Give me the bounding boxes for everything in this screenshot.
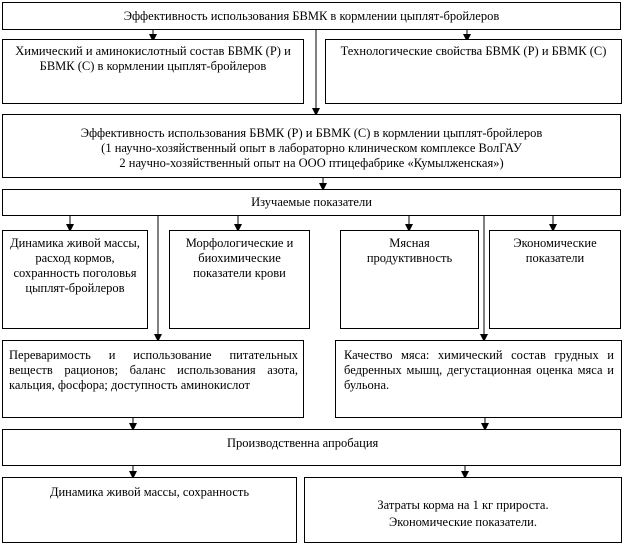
experiments-line-2: (1 научно-хозяйственный опыт в лабораторно клиническом комплексе ВолГАУ [101,140,522,155]
digestibility-box [2,340,304,418]
indicator-meat-box [340,230,479,329]
bottom-dynamics-box [2,477,297,543]
experiments-line-3: 2 научно-хозяйственный опыт на ООО птицефабрике «Кумылженская») [119,155,504,170]
indicator-economics-box [489,230,621,329]
technology-text: Технологические свойства БВМК (Р) и БВМК (С) [340,44,607,58]
title-text: Эффективность использования БВМК в кормлении цыплят-бройлеров [123,8,500,23]
indicator-dynamics-box [2,230,148,329]
technology-box [325,39,622,104]
bottom-dynamics-text: Динамика живой массы, сохранность [49,485,250,499]
meat-quality-box [335,340,622,418]
indicator-economics-text: Экономические показатели [513,236,597,265]
production-box [2,429,621,466]
production-text: Производственна апробация [227,436,379,450]
indicators-text: Изучаемые показатели [251,195,372,209]
experiments-box [2,114,621,178]
composition-box [2,39,304,104]
digestibility-text: Переваримость и использование питательных веществ рационов; баланс использования азота, кальция, фосфора; доступность аминокислот [9,348,298,392]
composition-text: Химический и аминокислотный состав БВМК (Р) и БВМК (С) в кормлении цыплят-бройлеров [15,44,291,73]
bottom-costs-line-1: Затраты корма на 1 кг прироста. [377,497,549,512]
indicator-meat-text: Мясная продуктивность [366,236,453,265]
meat-quality-text: Качество мяса: химический состав грудных и бедренных мышц, дегустационная оценка мяса и бульона. [344,348,614,392]
indicator-blood-box [169,230,310,329]
indicator-dynamics-text: Динамика живой массы, расход кормов, сохранность поголовья цыплят-бройлеров [10,236,140,295]
indicators-box [2,189,621,216]
bottom-costs-box [304,477,622,543]
bottom-costs-line-2: Экономические показатели. [389,514,537,529]
title-box [2,2,621,30]
indicator-blood-text: Морфологические и биохимические показатели крови [185,236,294,280]
experiments-line-1: Эффективность использования БВМК (Р) и БВМК (С) в кормлении цыплят-бройлеров [80,125,543,140]
